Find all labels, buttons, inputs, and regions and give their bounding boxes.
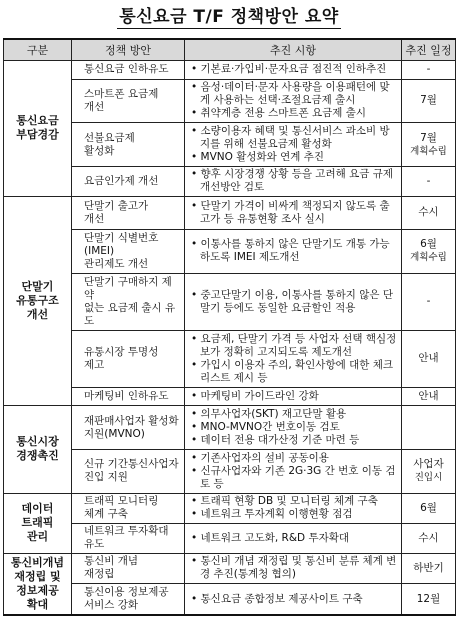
table-row — [4, 493, 456, 523]
policy-summary-table — [3, 38, 456, 616]
measure-item: • 통신비 개념 재정립 및 통신비 분류 체계 변경 추진(통계청 협의) — [191, 555, 397, 581]
measure-item: • 음성·데이터·문자 사용량을 이용패턴에 맞게 사용하는 선택·조절요금제 출시 — [191, 81, 390, 107]
policy-cell: 네트워크 투자확대 유도 — [72, 523, 185, 553]
header-schedule: 추진 일정 — [402, 39, 456, 61]
measure-item: • 네트워크 고도화, R&D 투자확대 — [191, 531, 350, 544]
measures-cell — [185, 449, 402, 493]
measures-cell — [185, 406, 402, 450]
table-body — [4, 61, 456, 616]
category-cell: 통신요금 부담경감 — [4, 61, 72, 197]
schedule-note: 진입시 — [414, 472, 443, 484]
measure-item: • 향후 시장경쟁 상황 등을 고려해 요금 규제 개선방안 검토 — [191, 168, 393, 194]
measure-item: • 단말기 가격이 비싸게 책정되지 않도록 출고가 등 유통현황 조사 실시 — [191, 199, 390, 225]
measure-item: • 가입시 이용자 주의, 확인사항에 대한 체크리스트 제시 등 — [191, 358, 393, 384]
measure-item: • 신규사업자와 기존 2G·3G 간 번호 이동 검토 등 — [191, 464, 396, 490]
schedule-cell: 12월 — [402, 584, 456, 616]
header-policy: 정책 방안 — [72, 39, 185, 61]
measures-cell — [185, 273, 402, 330]
measure-item: • MNO-MVNO간 번호이동 검토 — [191, 421, 340, 434]
table-row — [4, 196, 456, 229]
measures-cell — [185, 61, 402, 80]
table-row — [4, 166, 456, 196]
table-row — [4, 584, 456, 616]
measures-cell — [185, 123, 402, 167]
policy-cell: 재판매사업자 활성화 지원(MVNO) — [72, 406, 185, 450]
schedule-cell: 사업자 진입시 — [402, 449, 456, 493]
category-cell: 단말기 유통구조 개선 — [4, 196, 72, 406]
category-cell: 통신비개념 재정립 및 정보제공 확대 — [4, 553, 72, 615]
table-row — [4, 230, 456, 274]
policy-cell: 스마트폰 요금제 개선 — [72, 79, 185, 123]
policy-cell: 트래픽 모니터링 체계 구축 — [72, 493, 185, 523]
measures-cell — [185, 196, 402, 229]
measure-item: • 의무사업자(SKT) 재고단말 활용 — [191, 408, 347, 421]
measure-item: • 기존사업자의 설비 공동이용 — [191, 451, 329, 464]
policy-cell: 신규 기간통신사업자 진입 지원 — [72, 449, 185, 493]
category-cell: 데이터 트래픽 관리 — [4, 493, 72, 553]
schedule-cell: 하반기 — [402, 553, 456, 583]
table-row — [4, 387, 456, 406]
schedule-cell: 수시 — [402, 196, 456, 229]
table-row — [4, 273, 456, 330]
measure-item: • 트래픽 현황 DB 및 모니터링 체계 구축 — [191, 495, 378, 508]
measures-cell — [185, 553, 402, 583]
policy-cell: 단말기 출고가 개선 — [72, 196, 185, 229]
schedule-cell: 안내 — [402, 387, 456, 406]
measures-cell — [185, 584, 402, 616]
header-row — [4, 39, 456, 61]
measures-cell — [185, 523, 402, 553]
table-row — [4, 79, 456, 123]
policy-cell: 단말기 식별번호(IMEI) 관리제도 개선 — [72, 230, 185, 274]
schedule-cell: - — [402, 273, 456, 330]
policy-cell: 선불요금제 활성화 — [72, 123, 185, 167]
policy-cell: 마케팅비 인하유도 — [72, 387, 185, 406]
measures-cell — [185, 493, 402, 523]
schedule-cell: - — [402, 61, 456, 80]
schedule-cell: 수시 — [402, 523, 456, 553]
measures-cell — [185, 387, 402, 406]
schedule-note: 계획수립 — [410, 252, 447, 264]
schedule-cell — [402, 406, 456, 450]
measure-item: • 중고단말기 이용, 이통사를 통하지 않은 단말기 등에도 동일한 요금할인 적용 — [191, 288, 393, 314]
measures-cell — [185, 330, 402, 387]
policy-cell: 통신비 개념 재정립 — [72, 553, 185, 583]
measure-item: • 기본료·가입비·문자요금 점진적 인하추진 — [191, 63, 387, 76]
measure-item: • 요금제, 단말기 가격 등 사업자 선택 핵심정보가 정확히 고지되도록 제도개선 — [191, 332, 397, 358]
header-measures: 추진 시항 — [185, 39, 402, 61]
policy-cell: 통신이용 정보제공 서비스 강화 — [72, 584, 185, 616]
measure-item: • 취약계층 전용 스마트폰 요금제 출시 — [191, 107, 367, 120]
table-row — [4, 449, 456, 493]
measure-item: • 데이터 전용 대가산정 기준 마련 등 — [191, 434, 360, 447]
category-cell: 통신시장 경쟁촉진 — [4, 406, 72, 493]
schedule-cell: 6월 — [402, 493, 456, 523]
schedule-cell: 7월 계획수립 — [402, 123, 456, 167]
table-row — [4, 123, 456, 167]
measures-cell — [185, 79, 402, 123]
schedule-cell: 7월 — [402, 79, 456, 123]
measure-item: • 이통사를 통하지 않은 단말기도 개통 가능하도록 IMEI 제도개선 — [191, 238, 390, 264]
schedule-note: 계획수립 — [410, 145, 447, 157]
schedule-cell: - — [402, 166, 456, 196]
header-category: 구분 — [4, 39, 72, 61]
schedule-cell: 6월 계획수립 — [402, 230, 456, 274]
table-row — [4, 406, 456, 450]
policy-cell: 단말기 구매하지 제약 없는 요금제 출시 유도 — [72, 273, 185, 330]
measure-item: • 통신요금 종합정보 제공사이트 구축 — [191, 592, 363, 605]
measure-item: • 소량이용자 혜택 및 통신서비스 과소비 방지를 위해 선불요금제 활성화 — [191, 125, 390, 151]
table-row — [4, 330, 456, 387]
measures-cell — [185, 166, 402, 196]
table-row — [4, 61, 456, 80]
table-row — [4, 553, 456, 583]
policy-cell: 요금인가제 개선 — [72, 166, 185, 196]
measures-cell — [185, 230, 402, 274]
measure-item: • 마케팅비 가이드라인 강화 — [191, 390, 319, 403]
measure-item: • MVNO 활성화와 연계 추진 — [191, 151, 325, 164]
page-title: 통신요금 T/F 정책방안 요약 — [119, 7, 339, 27]
policy-cell: 유통시장 투명성 제고 — [72, 330, 185, 387]
measure-item: • 네트워크 투자계획 이행현황 점검 — [191, 508, 353, 521]
policy-cell: 통신요금 인하유도 — [72, 61, 185, 80]
table-row — [4, 523, 456, 553]
schedule-cell: 안내 — [402, 330, 456, 387]
